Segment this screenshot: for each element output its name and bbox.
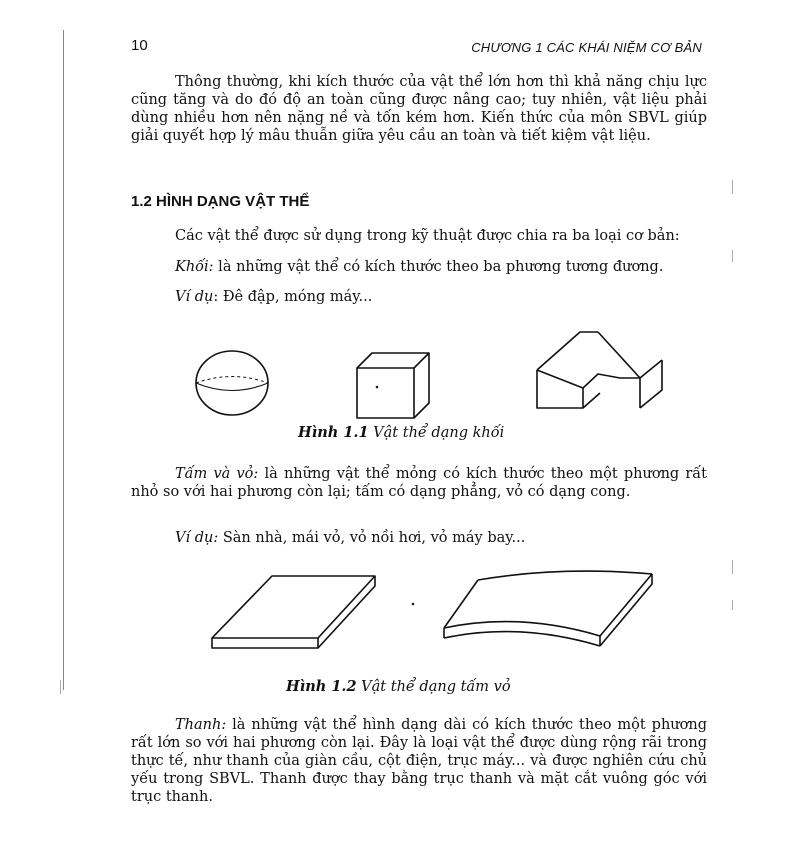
tam-vo-example — [175, 530, 525, 546]
plate-shape — [212, 576, 375, 648]
chapter-header: CHƯƠNG 1 CÁC KHÁI NIỆM CƠ BẢN — [471, 40, 702, 55]
scan-mark — [60, 680, 61, 694]
intro-paragraph — [131, 73, 707, 145]
scan-mark — [732, 180, 733, 194]
figure-1-2-drawing — [0, 560, 790, 680]
thanh-paragraph — [131, 716, 707, 806]
khoi-text: là những vật thể có kích thước theo ba phương tương đương. — [213, 259, 664, 275]
figure-1-1-label: Hình 1.1 — [298, 424, 369, 441]
scan-mark — [732, 250, 733, 262]
figure-1-1-drawing — [0, 320, 790, 440]
thanh-term: Thanh: — [175, 717, 227, 733]
example-text: : Đê đập, móng máy... — [213, 289, 373, 305]
section-title: 1.2 HÌNH DẠNG VẬT THỂ — [131, 193, 310, 210]
figure-1-2-label: Hình 1.2 — [286, 678, 357, 695]
tam-vo-paragraph — [131, 465, 707, 501]
khoi-example — [175, 289, 372, 305]
shell-shape — [412, 571, 652, 646]
khoi-term: Khối: — [175, 259, 214, 275]
figure-1-2-caption — [286, 678, 511, 695]
box-shape — [357, 353, 429, 418]
tam-vo-term: Tấm và vỏ: — [175, 466, 259, 482]
figure-1-2-text: Vật thể dạng tấm vỏ — [356, 679, 511, 695]
khoi-definition — [175, 259, 663, 275]
figure-1-1-text: Vật thể dạng khối — [368, 425, 505, 441]
thanh-text — [131, 716, 707, 806]
example-label: Ví dụ: — [175, 530, 219, 546]
example-text: Sàn nhà, mái vỏ, vỏ nồi hơi, vỏ máy bay... — [218, 530, 526, 546]
page-number: 10 — [131, 37, 148, 54]
example-label: Ví dụ — [175, 289, 214, 305]
figure-1-1-caption — [298, 424, 504, 441]
thanh-body: là những vật thể hình dạng dài có kích thước theo một phương rất lớn so với hai phương còn lại. Đây là loại vật thể được dùng rộng rãi trong thực tế, như thanh của giàn cầu, cột điện, trục máy... và được nghiên cứu chủ yếu trong SBVL. Thanh được thay bằng trục thanh và mặt cắt vuông góc với trục thanh. — [131, 717, 707, 805]
section-lead: Các vật thể được sử dụng trong kỹ thuật được chia ra ba loại cơ bản: — [175, 228, 680, 244]
tam-vo-body: là những vật thể mỏng có kích thước theo một phương rất nhỏ so với hai phương còn lại; tấm có dạng phẳng, vỏ có dạng cong. — [131, 466, 708, 500]
tam-vo-text — [131, 465, 707, 501]
dam-shape — [537, 332, 662, 408]
intro-text: Thông thường, khi kích thước của vật thể lớn hơn thì khả năng chịu lực cũng tăng và do đó độ an toàn cũng được nâng cao; tuy nhiên, vật liệu phải dùng nhiều hơn nên nặng nề và tốn kém hơn. Kiến thức của môn SBVL giúp giải quyết hợp lý mâu thuẫn giữa yêu cầu an toàn và tiết kiệm vật liệu. — [131, 74, 707, 144]
sphere-shape — [196, 351, 268, 415]
